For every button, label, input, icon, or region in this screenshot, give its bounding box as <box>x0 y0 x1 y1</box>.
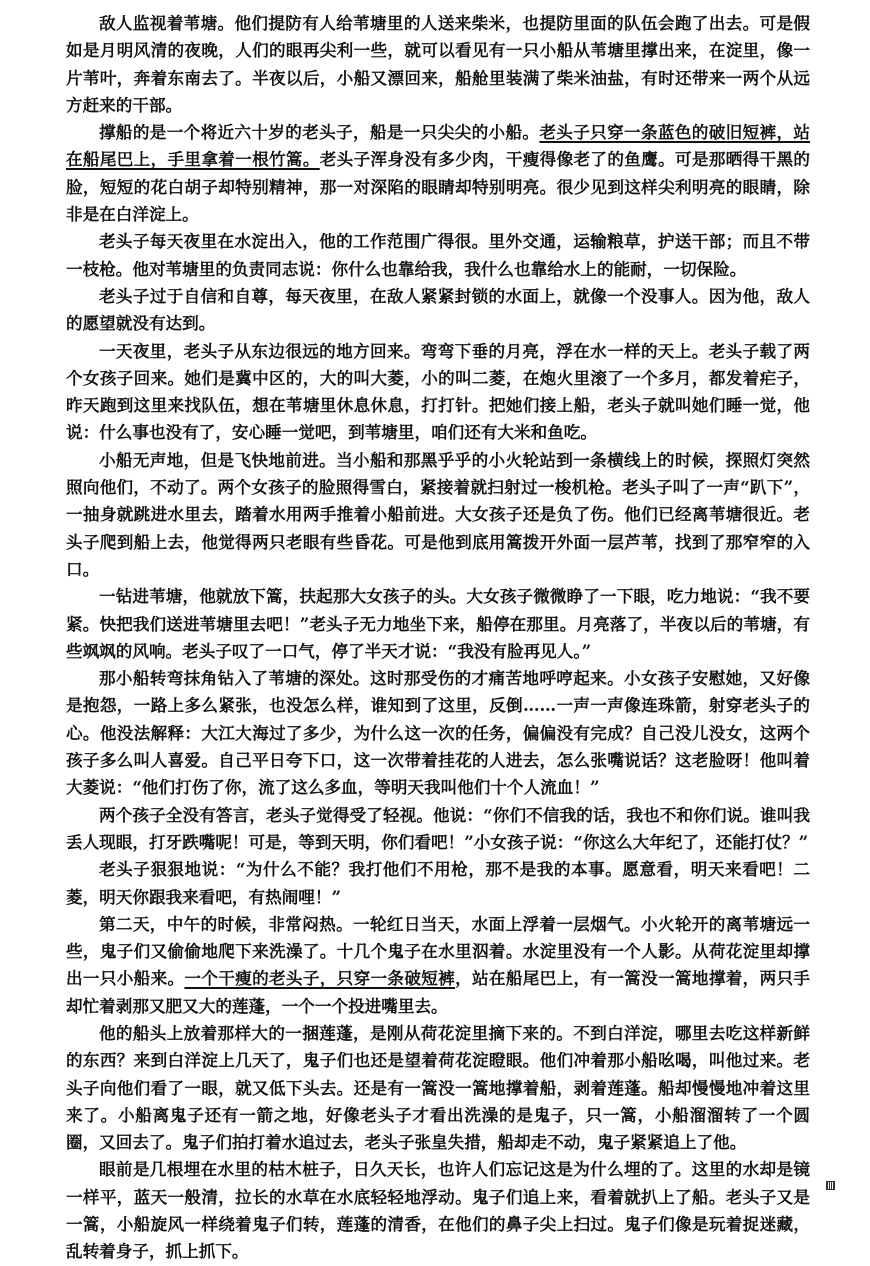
paragraph <box>66 1020 810 1156</box>
paragraph <box>66 283 810 338</box>
text-segment: 老头子过于自信和自尊，每天夜里，在敌人紧紧封锁的水面上，就像一个没事人。因为他，敌人的愿望就没有达到。 <box>66 285 810 334</box>
text-segment: 老头子每天夜里在水淀出入，他的工作范围广得很。里外交通，运输粮草，护送干部；而且不带一枝枪。他对苇塘里的负责同志说：你什么也靠给我，我什么也靠给水上的能耐，一切保险。 <box>66 231 810 279</box>
paragraph <box>66 10 810 119</box>
paragraph <box>66 856 810 911</box>
text-segment: 一钻进苇塘，他就放下篙，扶起那大女孩子的头。大女孩子微微睁了一下眼，吃力地说：“我不要紧。快把我们送进苇塘里去吧！”老头子无力地坐下来，船停在那里。月亮落了，半夜以后的苇塘，有些飒飒的风响。老头子叹了一口气，停了半天才说：“我没有脸再见人。” <box>66 586 810 661</box>
paragraph <box>66 338 810 447</box>
paragraph <box>66 119 810 228</box>
paragraph <box>66 228 810 283</box>
text-segment: 第二天，中午的时候，非常闷热。一轮红日当天，水面上浮着一层烟气。小火轮开的离苇塘远一些，鬼子们又偷偷地爬下来洗澡了。十几个鬼子在水里泅着。水淀里没有一个人影。从荷花淀里却撑出一只小船来。 <box>66 913 810 989</box>
underlined-sentence: 老头子只穿一条蓝色的破旧短裤，站在船尾巴上，手里拿着一根竹篙。 <box>66 122 811 170</box>
paragraph <box>66 802 810 857</box>
underlined-sentence: 一个干瘦的老头子，只穿一条破短裤 <box>184 968 456 989</box>
document-body <box>66 10 810 1266</box>
text-segment: 眼前是几根埋在水里的枯木桩子，日久天长，也许人们忘记这是为什么埋的了。这里的水却是镜一样平，蓝天一般清，拉长的水草在水底轻轻地浮动。鬼子们追上来，看着就扒上了船。老头子又是一篙，小船旋风一样绕着鬼子们转，莲蓬的清香，在他们的鼻子尖上扫过。鬼子们像是玩着捉迷藏，乱转着身子，抓上抓下。 <box>66 1159 810 1262</box>
corner-watermark <box>826 1180 862 1190</box>
paragraph <box>66 447 810 583</box>
text-segment: 敌人监视着苇塘。他们提防有人给苇塘里的人送来柴米，也提防里面的队伍会跑了出去。可是假如是月明风清的夜晚，人们的眼再尖利一些，就可以看见有一只小船从苇塘里撑出来，在淀里，像一片苇叶，奔着东南去了。半夜以后，小船又漂回来，船舱里装满了柴米油盐，有时还带来一两个从远方赶来的干部。 <box>66 13 810 115</box>
paragraph <box>66 911 810 1020</box>
qr-logo-icon <box>826 1181 835 1190</box>
text-segment: 撑船的是一个将近六十岁的老头子，船是一只尖尖的小船。 <box>99 122 540 143</box>
paragraph <box>66 665 810 801</box>
text-segment: 一天夜里，老头子从东边很远的地方回来。弯弯下垂的月亮，浮在水一样的天上。老头子载了两个女孩子回来。她们是冀中区的，大的叫大菱，小的叫二菱，在炮火里滚了一个多月，都发着疟子，昨天跑到这里来找队伍，想在苇塘里休息休息，打打针。把她们接上船，老头子就叫她们睡一觉，他说：什么事也没有了，安心睡一觉吧，到苇塘里，咱们还有大米和鱼吃。 <box>66 340 810 443</box>
text-segment: ，站在船尾巴上，有一篙没一篙地撑着，两只手却忙着剥那又肥又大的莲蓬，一个一个投进嘴里去。 <box>66 968 811 1016</box>
text-segment: 老头子浑身没有多少肉，干瘦得像老了的鱼鹰。可是那晒得干黑的脸，短短的花白胡子却特别精神，那一对深陷的眼睛却特别明亮。很少见到这样尖利明亮的眼睛，除非是在白洋淀上。 <box>66 149 811 225</box>
text-segment: 他的船头上放着那样大的一捆莲蓬，是刚从荷花淀里摘下来的。不到白洋淀，哪里去吃这样新鲜的东西？来到白洋淀上几天了，鬼子们也还是望着荷花淀瞪眼。他们冲着那小船吆喝，叫他过来。老头子向他们看了一眼，就又低下头去。还是有一篙没一篙地撑着船，剥着莲蓬。船却慢慢地冲着这里来了。小船离鬼子还有一箭之地，好像老头子才看出洗澡的是鬼子，只一篙，小船溜溜转了一个圆圈，又回去了。鬼子们拍打着水追过去，老头子张皇失措，船却走不动，鬼子紧紧追上了他。 <box>66 1022 810 1153</box>
text-segment: 小船无声地，但是飞快地前进。当小船和那黑乎乎的小火轮站到一条横线上的时候，探照灯突然照向他们，不动了。两个女孩子的脸照得雪白，紧接着就扫射过一梭机枪。老头子叫了一声“趴下”，一抽身就跳进水里去，踏着水用两手推着小船前进。大女孩子还是负了伤。他们已经离苇塘很近。老头子爬到船上去，他觉得两只老眼有些昏花。可是他到底用篙拨开外面一层芦苇，找到了那窄窄的入口。 <box>66 449 810 579</box>
paragraph <box>66 583 810 665</box>
text-segment: 那小船转弯抹角钻入了苇塘的深处。这时那受伤的才痛苦地呼哼起来。小女孩子安慰她，又好像是抱怨，一路上多么紧张，也没怎么样，谁知到了这里，反倒……一声一声像连珠箭，射穿老头子的心。他没法解释：大江大海过了多少，为什么这一次的任务，偏偏没有完成？自己没儿没女，这两个孩子多么叫人喜爱。自己平日夸下口，这一次带着挂花的人进去，怎么张嘴说话？这老脸呀！他叫着大菱说：“他们打伤了你，流了这么多血，等明天我叫他们十个人流血！” <box>66 668 810 798</box>
text-segment: 两个孩子全没有答言，老头子觉得受了轻视。他说：“你们不信我的话，我也不和你们说。谁叫我丢人现眼，打牙跌嘴呢！可是，等到天明，你们看吧！”小女孩子说：“你这么大年纪了，还能打仗？” <box>66 804 810 852</box>
text-segment: 老头子狠狠地说：“为什么不能？我打他们不用枪，那不是我的本事。愿意看，明天来看吧！二菱，明天你跟我来看吧，有热闹哩！” <box>66 859 810 907</box>
paragraph <box>66 1156 810 1265</box>
